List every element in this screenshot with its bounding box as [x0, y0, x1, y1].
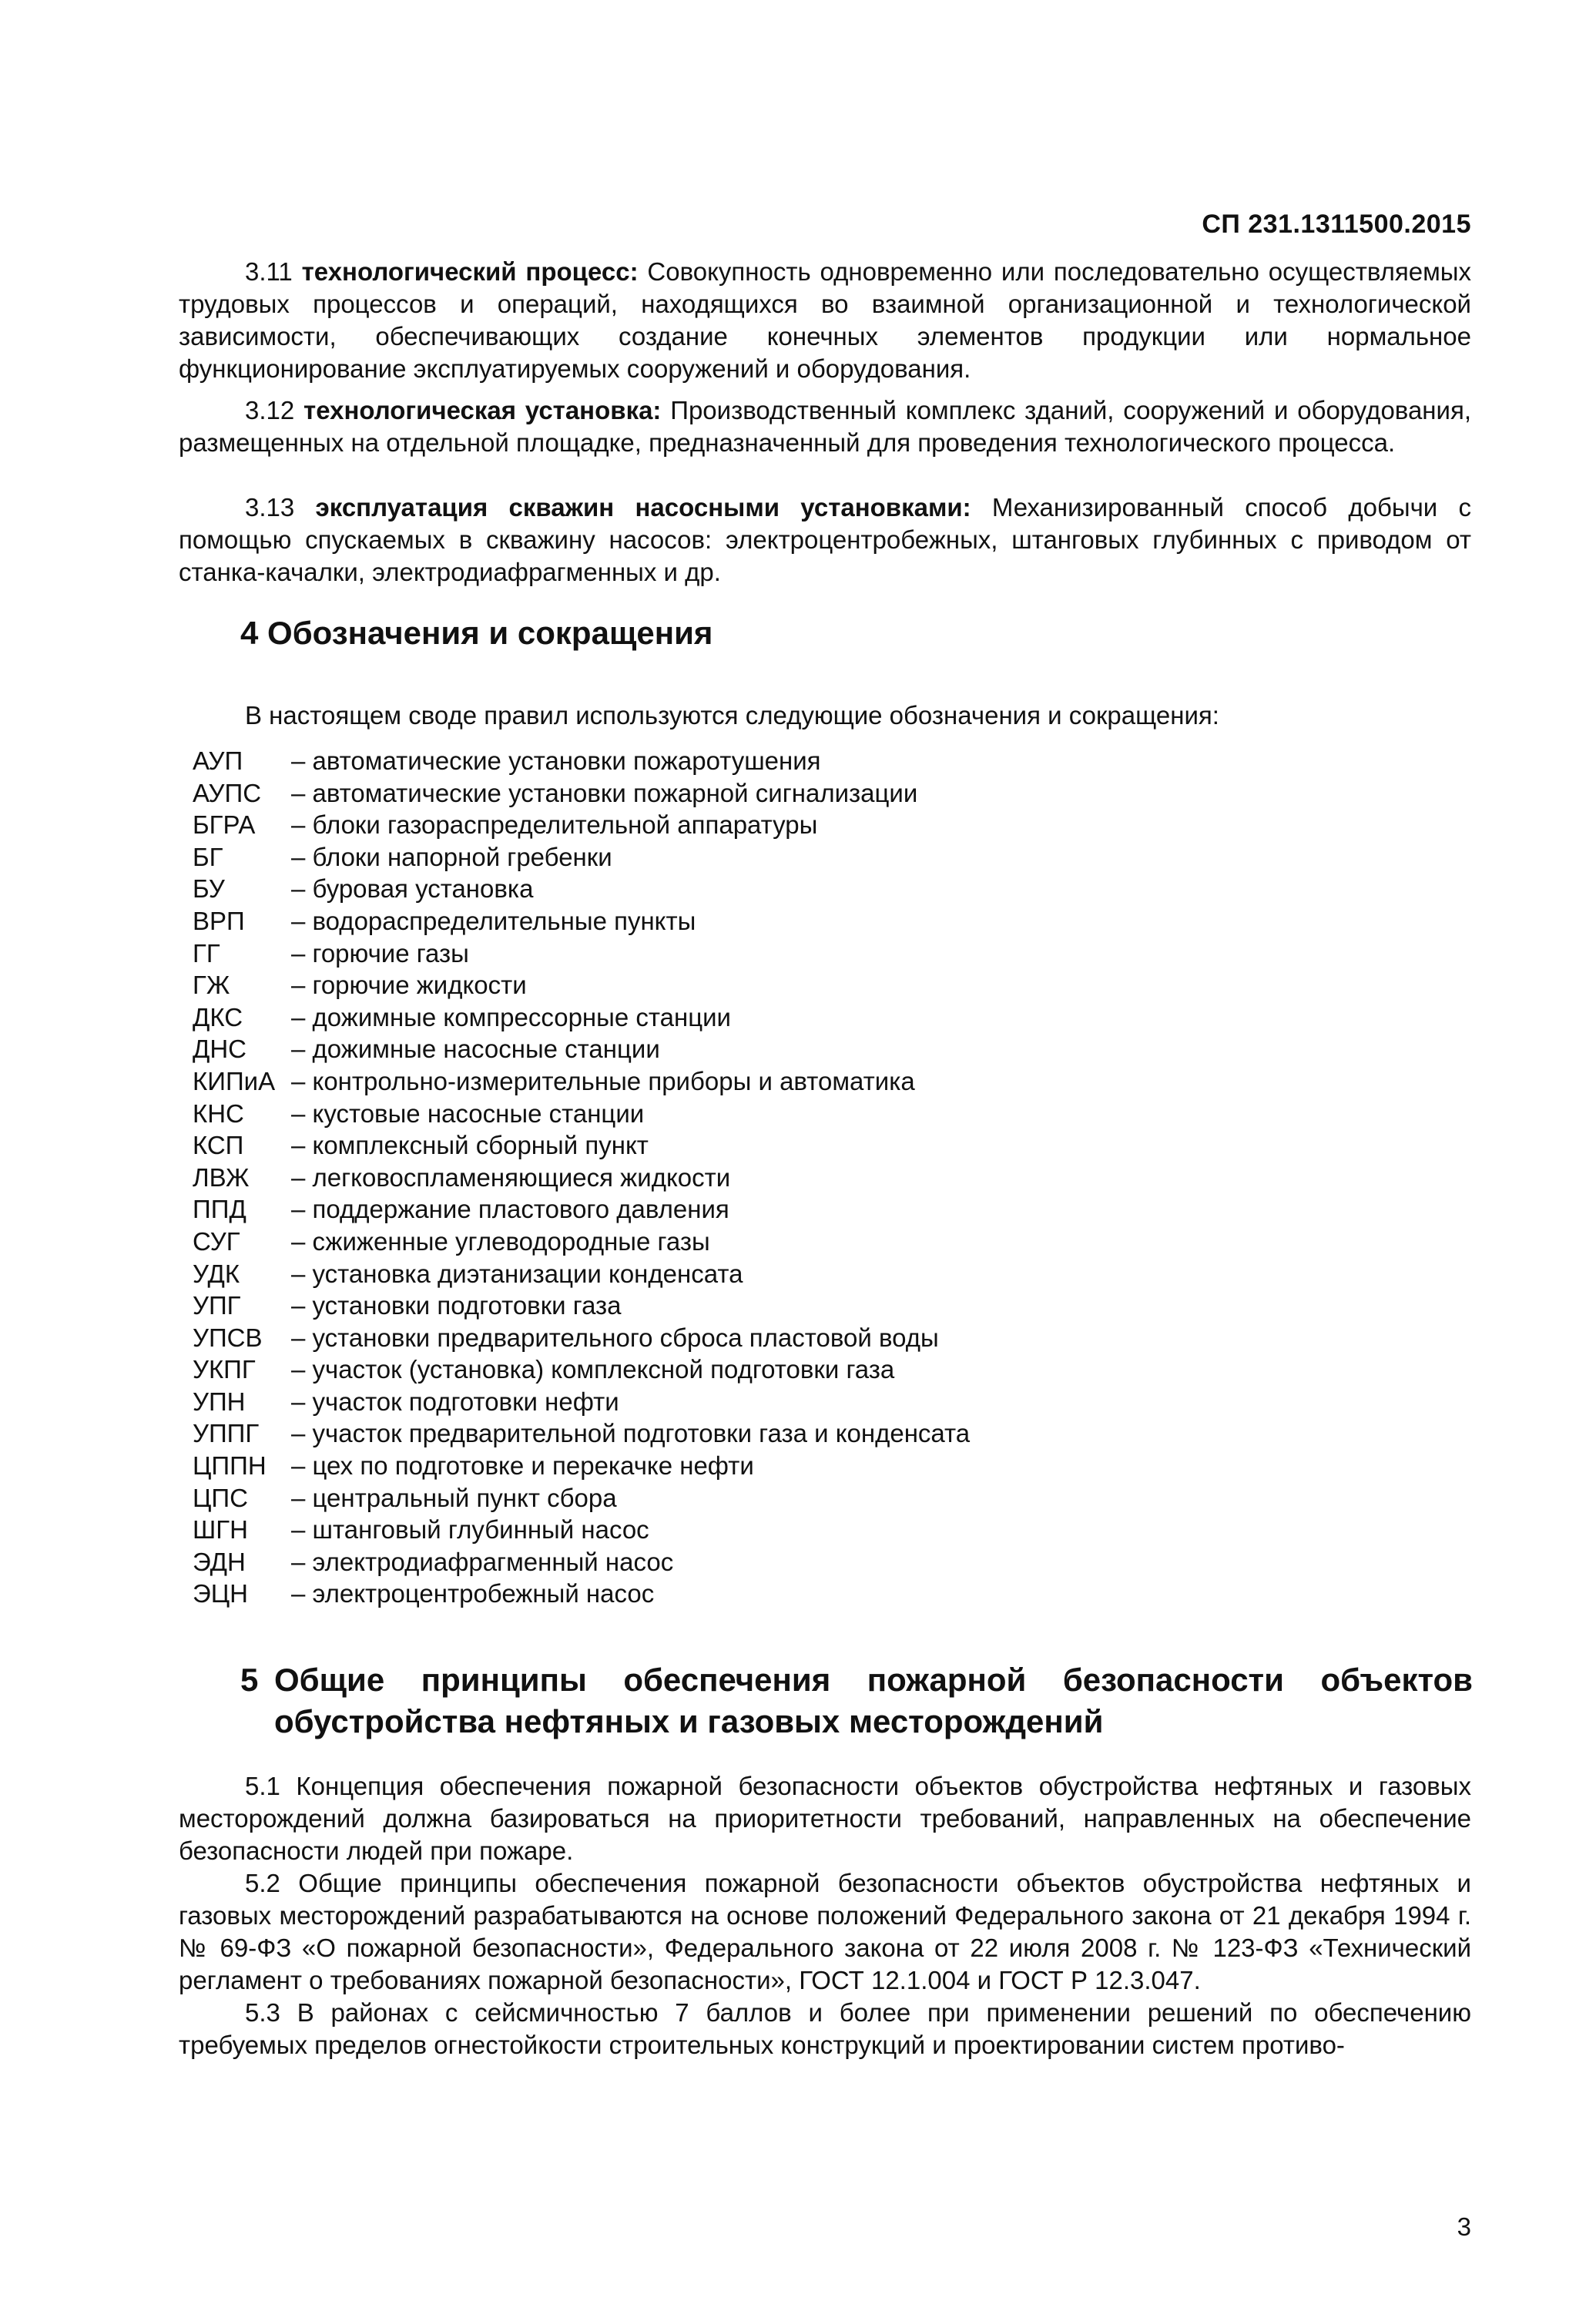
abbreviation-description: – дожимные насосные станции: [291, 1035, 660, 1064]
abbreviation-row: [193, 873, 1348, 905]
abbreviation-description: – буровая установка: [291, 874, 534, 904]
abbreviation-code: ГЖ: [193, 971, 230, 1000]
section-4-intro: В настоящем своде правил используются следующие обозначения и сокращения:: [245, 701, 1219, 730]
abbreviation-code: УППГ: [193, 1419, 260, 1448]
abbreviation-row: [193, 1193, 1348, 1226]
definition-term: технологическая установка:: [303, 396, 662, 424]
abbreviation-row: [193, 777, 1348, 810]
abbreviation-code: АУПС: [193, 778, 262, 807]
abbreviation-code: УПН: [193, 1387, 246, 1416]
paragraph-5-1: 5.1 Концепция обеспечения пожарной безопасности объектов обустройства нефтяных и газовых месторождений должна базироваться на приоритетности требований, направленных на обеспечение безопасности людей при пожаре.: [179, 1772, 1471, 1865]
abbreviation-code: ГГ: [193, 938, 220, 968]
abbreviation-row: [193, 745, 1348, 777]
abbreviation-row: [193, 809, 1348, 841]
definition-number: 3.11: [245, 257, 293, 286]
abbreviation-description: – штанговый глубинный насос: [291, 1515, 649, 1545]
abbreviation-description: – участок (установка) комплексной подготовки газа: [291, 1355, 895, 1384]
section-number: 5: [240, 1662, 259, 1698]
abbreviation-description: – установки предварительного сброса пластовой воды: [291, 1323, 939, 1352]
abbreviation-row: [193, 1578, 1348, 1610]
section-4-heading: [240, 613, 1473, 653]
abbreviation-code: ЭЦН: [193, 1579, 248, 1608]
abbreviation-row: [193, 1001, 1348, 1034]
abbreviation-description: – автоматические установки пожарной сигнализации: [291, 778, 918, 807]
abbreviation-code: СУГ: [193, 1226, 240, 1256]
abbreviation-row: [193, 1033, 1348, 1065]
abbreviation-description: – поддержание пластового давления: [291, 1195, 729, 1224]
abbreviation-code: ЦППН: [193, 1451, 267, 1481]
abbreviation-row: [193, 1546, 1348, 1578]
abbreviation-row: [193, 1065, 1348, 1098]
abbreviation-row: [193, 905, 1348, 937]
abbreviation-row: [193, 1162, 1348, 1194]
abbreviation-description: – горючие газы: [291, 938, 469, 968]
abbreviation-description: – участок подготовки нефти: [291, 1387, 619, 1416]
abbreviation-row: [193, 1129, 1348, 1162]
abbreviation-code: УДК: [193, 1259, 240, 1288]
abbreviation-description: – водораспределительные пункты: [291, 906, 696, 935]
page-number: 3: [1457, 2212, 1471, 2241]
abbreviation-code: УПСВ: [193, 1323, 263, 1352]
definition-term: эксплуатация скважин насосными установками:: [315, 493, 971, 522]
abbreviation-code: ШГН: [193, 1515, 248, 1545]
abbreviation-description: – автоматические установки пожаротушения: [291, 746, 821, 775]
abbreviation-row: [193, 1417, 1348, 1450]
abbreviation-code: УПГ: [193, 1291, 241, 1320]
abbreviation-description: – дожимные компрессорные станции: [291, 1002, 731, 1031]
abbreviation-code: БГРА: [193, 810, 256, 840]
abbreviation-code: КНС: [193, 1098, 244, 1128]
abbreviation-code: ППД: [193, 1195, 246, 1224]
abbreviation-description: – цех по подготовке и перекачке нефти: [291, 1451, 754, 1481]
abbreviation-description: – горючие жидкости: [291, 971, 527, 1000]
section-title: Обозначения и сокращения: [267, 615, 713, 651]
definition-number: 3.13: [245, 493, 295, 522]
abbreviation-row: [193, 1258, 1348, 1290]
abbreviation-description: – комплексный сборный пункт: [291, 1131, 649, 1160]
abbreviation-description: – электроцентробежный насос: [291, 1579, 655, 1608]
abbreviation-code: КСП: [193, 1131, 244, 1160]
definition-3-11: [179, 256, 1471, 385]
abbreviation-code: ВРП: [193, 906, 245, 935]
abbreviation-code: УКПГ: [193, 1355, 256, 1384]
abbreviation-row: [193, 937, 1348, 970]
abbreviation-description: – установка диэтанизации конденсата: [291, 1259, 743, 1288]
abbreviation-code: ЦПС: [193, 1483, 248, 1512]
abbreviation-code: АУП: [193, 746, 243, 775]
abbreviation-code: ДНС: [193, 1035, 247, 1064]
section-number: 4: [240, 615, 259, 651]
abbreviation-description: – участок предварительной подготовки газа и конденсата: [291, 1419, 971, 1448]
abbreviation-description: – легковоспламеняющиеся жидкости: [291, 1162, 731, 1192]
abbreviation-row: [193, 1386, 1348, 1418]
definition-number: 3.12: [245, 396, 295, 424]
abbreviation-code: БУ: [193, 874, 225, 904]
abbreviation-code: БГ: [193, 842, 223, 871]
abbreviation-row: [193, 841, 1348, 874]
abbreviation-code: ЛВЖ: [193, 1162, 250, 1192]
paragraph-5-3: 5.3 В районах с сейсмичностью 7 баллов и более при применении решений по обеспечению требуемых пределов огнестойкости строительных конструкций и проектировании систем противо-: [179, 1998, 1471, 2059]
abbreviation-row: [193, 1482, 1348, 1514]
abbreviation-code: ДКС: [193, 1002, 243, 1031]
section-5-heading: [240, 1659, 1473, 1742]
abbreviation-row: [193, 969, 1348, 1001]
definition-3-12: [179, 394, 1471, 459]
definition-term: технологический процесс:: [301, 257, 639, 286]
section-title: Общие принципы обеспечения пожарной безопасности объектов обустройства нефтяных и газовых месторождений: [274, 1662, 1473, 1739]
abbreviation-row: [193, 1450, 1348, 1482]
definition-text: Производственный комплекс зданий, сооружений и оборудования, размещенных на отдельной площадке, предназначенный для проведения технологического процесса.: [179, 396, 1472, 457]
definition-text: Механизированный способ добычи с помощью спускаемых в скважину насосов: электроцентробежных, штанговых глубинных с приводом от станка-качалки, электродиафрагменных и др.: [179, 493, 1471, 586]
abbreviation-row: [193, 1353, 1348, 1386]
abbreviation-code: КИПиА: [193, 1066, 276, 1095]
abbreviation-description: – установки подготовки газа: [291, 1291, 622, 1320]
abbreviation-description: – блоки напорной гребенки: [291, 842, 612, 871]
abbreviation-description: – электродиафрагменный насос: [291, 1547, 674, 1576]
abbreviation-row: [193, 1514, 1348, 1546]
abbreviation-row: [193, 1098, 1348, 1130]
abbreviation-code: ЭДН: [193, 1547, 246, 1576]
abbreviation-description: – центральный пункт сбора: [291, 1483, 617, 1512]
abbreviation-row: [193, 1322, 1348, 1354]
document-code: СП 231.1311500.2015: [1202, 210, 1471, 239]
abbreviations-list: [193, 745, 1348, 1610]
abbreviation-description: – сжиженные углеводородные газы: [291, 1226, 710, 1256]
definition-text: Совокупность одновременно или последовательно осуществляемых трудовых процессов и операций, находящихся во взаимной организационной и технологической зависимости, обеспечивающих создание конечных элементов продукции или нормальное функционирование эксплуатируемых сооружений и оборудования.: [179, 257, 1471, 383]
abbreviation-description: – кустовые насосные станции: [291, 1098, 645, 1128]
abbreviation-row: [193, 1226, 1348, 1258]
paragraph-5-2: 5.2 Общие принципы обеспечения пожарной безопасности объектов обустройства нефтяных и газовых месторождений разрабатываются на основе положений Федерального закона от 21 декабря 1994 г. № 69-ФЗ «О пожарной безопасности», Федерального закона от 22 июля 2008 г. № 123-ФЗ «Технический регламент о требованиях пожарной безопасности», ГОСТ 12.1.004 и ГОСТ Р 12.3.047.: [179, 1869, 1471, 1994]
definition-3-13: [179, 491, 1471, 589]
abbreviation-description: – контрольно-измерительные приборы и автоматика: [291, 1066, 915, 1095]
abbreviation-description: – блоки газораспределительной аппаратуры: [291, 810, 818, 840]
abbreviation-row: [193, 1290, 1348, 1322]
